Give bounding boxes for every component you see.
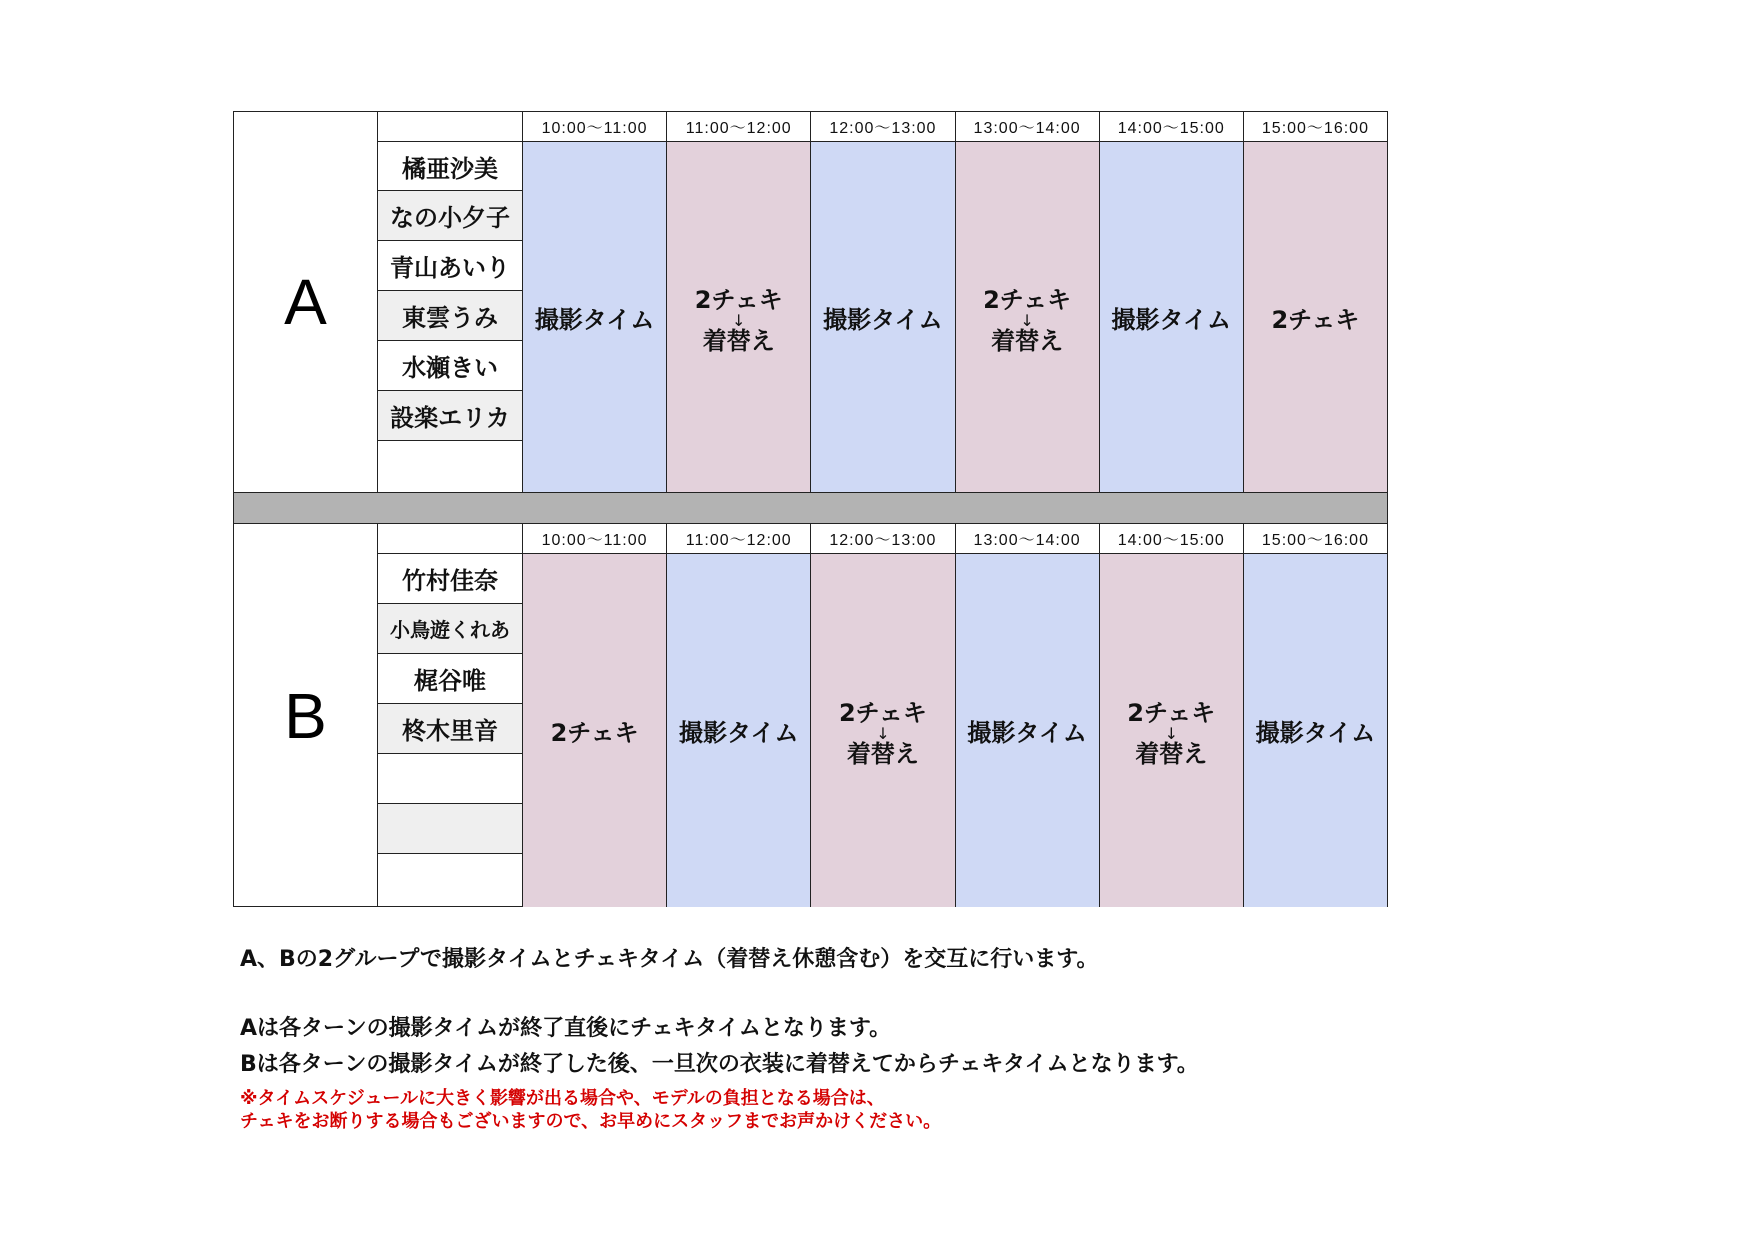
activity-label: 2チェキ xyxy=(1127,699,1216,727)
activity-sublabel: 着替え xyxy=(1135,740,1208,768)
note-line-1: A、Bの2グループで撮影タイムとチェキタイム（着替え休憩含む）を交互に行います。 xyxy=(240,947,1099,972)
member-cell: なの小夕子 xyxy=(378,191,522,241)
group-b-letter: B xyxy=(234,524,378,907)
activity-label: 撮影タイム xyxy=(1255,719,1376,747)
time-slot-header: 12:00〜13:00 xyxy=(811,112,954,142)
member-cell: 東雲うみ xyxy=(378,291,522,341)
group-b-slots xyxy=(523,524,1387,907)
time-slot-header: 14:00〜15:00 xyxy=(1100,524,1243,554)
group-a-letter: A xyxy=(234,112,378,492)
activity-label: 2チェキ xyxy=(550,719,639,747)
activity-label: 撮影タイム xyxy=(1111,305,1232,334)
warning-line-2: チェキをお断りする場合もございますので、お早めにスタッフまでお声かけください。 xyxy=(240,1111,942,1132)
time-slot-header: 10:00〜11:00 xyxy=(523,524,666,554)
group-separator xyxy=(234,492,1387,524)
activity-label: 撮影タイム xyxy=(678,719,799,747)
activity-label: 撮影タイム xyxy=(967,719,1087,747)
time-slot xyxy=(1100,112,1244,492)
slot-activity xyxy=(811,554,954,907)
time-slot-header: 13:00〜14:00 xyxy=(956,524,1099,554)
down-arrow-icon: ↓ xyxy=(876,724,890,743)
time-slot-header: 10:00〜11:00 xyxy=(523,112,666,142)
note-line-2: Aは各ターンの撮影タイムが終了直後にチェキタイムとなります。 xyxy=(240,1016,892,1041)
time-slot xyxy=(811,524,955,907)
activity-sublabel: 着替え xyxy=(991,326,1064,355)
time-slot-header: 13:00〜14:00 xyxy=(956,112,1099,142)
member-cell: 柊木里音 xyxy=(378,704,522,754)
slot-activity xyxy=(1100,142,1243,492)
time-slot-header: 11:00〜12:00 xyxy=(667,524,810,554)
group-b-members xyxy=(378,524,523,907)
time-slot-header: 15:00〜16:00 xyxy=(1244,112,1387,142)
warning-line-1: ※タイムスケジュールに大きく影響が出る場合や、モデルの負担となる場合は、 xyxy=(240,1088,885,1109)
down-arrow-icon: ↓ xyxy=(732,310,746,330)
time-slot xyxy=(956,524,1100,907)
slot-activity xyxy=(811,142,954,492)
time-slot-header: 14:00〜15:00 xyxy=(1100,112,1243,142)
group-a-members xyxy=(378,112,523,492)
time-slot xyxy=(1244,112,1387,492)
activity-label: 2チェキ xyxy=(1271,305,1360,334)
member-cell xyxy=(378,804,522,854)
slot-activity xyxy=(667,142,810,492)
time-slot-header: 12:00〜13:00 xyxy=(811,524,954,554)
note-line-3: Bは各ターンの撮影タイムが終了した後、一旦次の衣装に着替えてからチェキタイムとなります。 xyxy=(240,1052,1199,1077)
down-arrow-icon: ↓ xyxy=(1020,310,1034,330)
slot-activity xyxy=(523,142,666,492)
time-slot xyxy=(956,112,1100,492)
activity-sublabel: 着替え xyxy=(846,740,919,768)
slot-activity xyxy=(1244,142,1387,492)
member-cell xyxy=(378,854,522,905)
time-slot-header: 11:00〜12:00 xyxy=(667,112,810,142)
time-slot xyxy=(667,112,811,492)
slot-activity xyxy=(1244,554,1387,907)
time-slot xyxy=(1100,524,1244,907)
member-header xyxy=(378,112,522,142)
slot-activity xyxy=(523,554,666,907)
member-cell: 水瀬きい xyxy=(378,341,522,391)
activity-label: 2チェキ xyxy=(983,285,1072,314)
member-cell: 梶谷唯 xyxy=(378,654,522,704)
member-cell: 設楽エリカ xyxy=(378,391,522,441)
slot-activity xyxy=(956,554,1099,907)
activity-label: 2チェキ xyxy=(694,285,783,314)
time-slot xyxy=(1244,524,1387,907)
time-slot xyxy=(523,524,667,907)
member-header xyxy=(378,524,522,554)
activity-label: 撮影タイム xyxy=(534,305,655,334)
member-cell: 青山あいり xyxy=(378,241,522,291)
schedule-table xyxy=(233,111,1388,907)
slot-activity xyxy=(956,142,1099,492)
activity-label: 2チェキ xyxy=(838,699,927,727)
time-slot-header: 15:00〜16:00 xyxy=(1244,524,1387,554)
member-cell: 竹村佳奈 xyxy=(378,554,522,604)
activity-label: 撮影タイム xyxy=(823,305,943,334)
member-cell: 橘亜沙美 xyxy=(378,142,522,191)
member-cell xyxy=(378,441,522,492)
slot-activity xyxy=(667,554,810,907)
time-slot xyxy=(667,524,811,907)
member-cell: 小鳥遊くれあ xyxy=(378,604,522,654)
time-slot xyxy=(523,112,667,492)
group-a-slots xyxy=(523,112,1387,492)
activity-sublabel: 着替え xyxy=(702,326,775,355)
slot-activity xyxy=(1100,554,1243,907)
time-slot xyxy=(811,112,955,492)
down-arrow-icon: ↓ xyxy=(1164,724,1178,743)
group-a xyxy=(234,112,1387,492)
member-cell xyxy=(378,754,522,804)
group-b xyxy=(234,524,1387,907)
